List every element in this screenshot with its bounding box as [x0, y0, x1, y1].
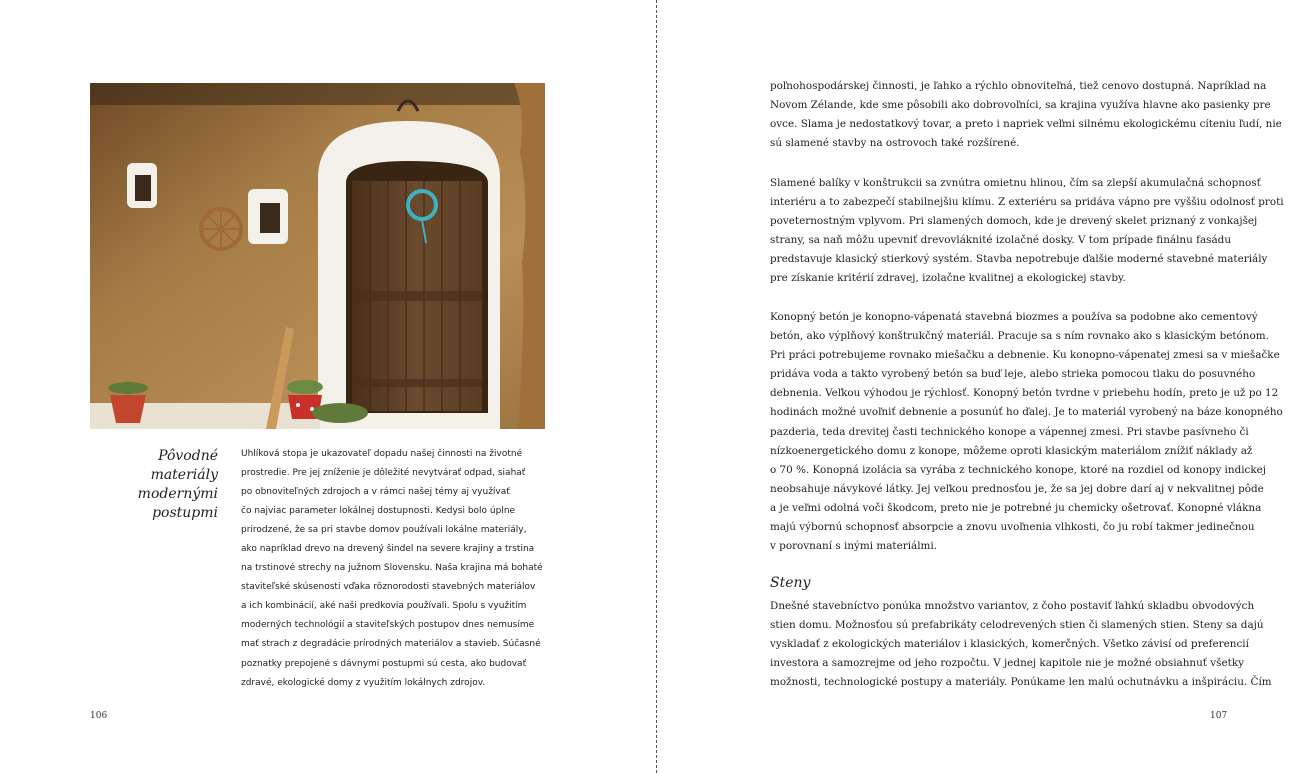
text-line: investora a samozrejme od jeho rozpočtu. V jednej kapitole nie je možné obsiahnuť všetky — [770, 657, 1244, 670]
text-line: pazderia, teda drevitej časti technického konope a vápennej zmesi. Pri stavbe pasívneho či — [770, 425, 1249, 438]
text-line: ovce. Slama je nedostatkový tovar, a preto i napriek veľmi silnému ekologickému cíteniu ľudí, nie — [770, 118, 1282, 131]
text-line: Slamené balíky v konštrukcii sa zvnútra omietnu hlinou, čím sa zlepší akumulačná schopnosť — [770, 177, 1261, 189]
text-line: staviteľské skúsenosti vďaka rôznorodosti stavebných materiálov — [241, 582, 536, 593]
text-line: ako napríklad drevo na drevený šindel na severe krajiny a trstina — [241, 544, 535, 555]
text-line: možnosti, technologické postupy a materiály. Ponúkame len malú ochutnávku a inšpiráciu. Čím — [770, 676, 1272, 689]
text-line: poznatky prepojené s dávnymi postupmi sú cesta, ako budovať — [241, 658, 527, 669]
text-line: Novom Zélande, kde sme pôsobili ako dobrovoľníci, sa krajina využíva hlavne ako pasienky pre — [770, 99, 1271, 112]
side-heading-line: Pôvodné materiály — [150, 448, 218, 483]
text-line: predstavuje klasický stierkový systém. Stavba nepotrebuje ďalšie moderné stavebné materiály — [770, 253, 1268, 266]
paragraph — [770, 77, 1282, 153]
text-line: majú výbornú schopnosť absorpcie a znovu uvoľnenia vlhkosti, čo ju robí takmer jedinečnou — [770, 521, 1255, 534]
side-heading-line: postupmi — [152, 505, 218, 521]
paragraph — [770, 174, 1284, 289]
page-number: 107 — [1210, 711, 1228, 721]
text-line: zdravé, ekologické domy z využitím lokálnych zdrojov. — [241, 677, 486, 688]
text-line: Uhlíková stopa je ukazovateľ dopadu našej činnosti na životné — [241, 449, 523, 459]
right-page — [657, 0, 1308, 773]
text-line: a ich kombinácií, aké naši predkovia používali. Spolu s využitím — [241, 601, 527, 612]
text-line: o 70 %. Konopná izolácia sa vyrába z technického konope, ktoré na rozdiel od konopy indickej — [770, 463, 1267, 476]
text-line: neobsahuje návykové látky. Jej veľkou prednosťou je, že sa jej dobre darí aj v nekvalitnej pôde — [770, 482, 1264, 495]
text-line: betón, ako výplňový konštrukčný materiál. Pracuje sa s ním rovnako ako s klasickým betónom. — [770, 330, 1269, 343]
text-line: v porovnaní s inými materiálmi. — [770, 540, 938, 553]
text-line: strany, sa naň môžu upevniť drevovláknité izolačné dosky. V tom prípade finálnu fasádu — [770, 234, 1232, 247]
page-number: 106 — [90, 711, 108, 721]
paragraph — [770, 597, 1272, 692]
text-line: pridáva voda a takto vyrobený betón sa buď leje, alebo strieka pomocou tlaku do posuvného — [770, 368, 1256, 381]
intro-text — [241, 445, 541, 693]
text-line: a je veľmi odolná voči škodcom, preto nie je potrebné ju chemicky ošetrovať. Konopné vlákna — [770, 501, 1262, 514]
text-line: na trstinové strechy na južnom Slovensku. Naša krajina má bohaté — [241, 563, 543, 574]
text-line: hodinách možné uvoľniť debnenie a posunúť ho ďalej. Je to materiál vyrobený na báze konopného — [770, 406, 1283, 419]
text-line: pre získanie kritérií zdravej, izolačne kvalitnej a ekologickej stavby. — [770, 272, 1126, 285]
text-line: sú slamené stavby na ostrovoch také rozšírené. — [770, 137, 1020, 150]
section-heading: Steny — [770, 575, 811, 591]
text-line: čo najviac parameter lokálnej dostupnosti. Kedysi bolo úplne — [241, 506, 516, 517]
text-line: prirodzené, že sa pri stavbe domov používali lokálne materiály, — [241, 525, 527, 536]
text-line: interiéru a to zabezpečí stabilnejšiu klímu. Z exteriéru sa pridáva vápno pre vyššiu odolnosť proti — [770, 196, 1284, 209]
text-line: prostredie. Pre jej zníženie je dôležité nevytvárať odpad, siahať — [241, 468, 526, 479]
text-line: debnenia. Veľkou výhodou je rýchlosť. Konopný betón tvrdne v priebehu hodín, preto je už po 12 — [770, 387, 1279, 400]
text-line: Dnešné stavebníctvo ponúka množstvo variantov, z čoho postaviť ľahkú skladbu obvodových — [770, 600, 1255, 612]
side-heading — [90, 447, 218, 523]
text-line: poveternostným vplyvom. Pri slamených domoch, kde je drevený skelet priznaný z vonkajšej — [770, 215, 1258, 228]
text-line: poľnohospodárskej činnosti, je ľahko a rýchlo obnoviteľná, tiež cenovo dostupná. Napríklad na — [770, 80, 1267, 92]
paragraph — [770, 308, 1283, 556]
side-heading-line: modernými — [137, 486, 218, 502]
text-line: Pri práci potrebujeme rovnako miešačku a debnenie. Ku konopno-vápenatej zmesi sa v miešačke — [770, 349, 1280, 362]
text-line: mať strach z degradácie prírodných materiálov a stavieb. Súčasné — [241, 639, 541, 650]
text-line: po obnoviteľných zdrojoch a v rámci našej témy aj využívať — [241, 487, 510, 498]
text-line: stien domu. Možnosťou sú prefabrikáty celodrevených stien či slamených stien. Steny sa dajú — [770, 619, 1264, 632]
text-line: Konopný betón je konopno-vápenatá stavebná biozmes a používa sa podobne ako cementový — [770, 311, 1258, 323]
house-door-photo — [90, 83, 545, 429]
text-line: moderných technológií a staviteľských postupov dnes nemusíme — [241, 620, 535, 631]
text-line: vyskladať z ekologických materiálov i klasických, komerčných. Všetko závisí od preferencií — [770, 638, 1249, 651]
text-line: nízkoenergetického domu z konope, môžeme oproti klasickým materiálom znížiť náklady až — [770, 444, 1253, 457]
